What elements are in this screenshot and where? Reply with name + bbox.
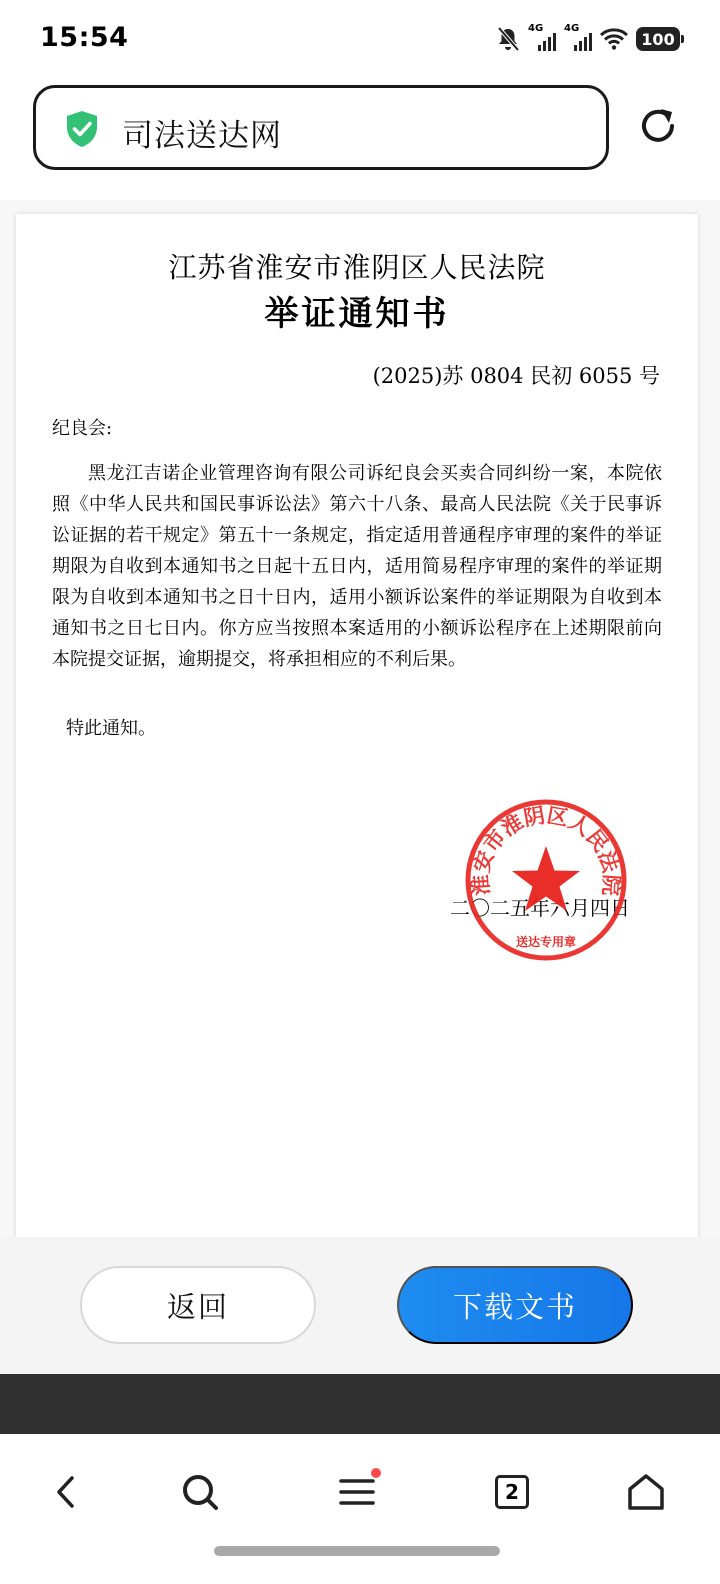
wifi-icon [600,28,628,50]
reload-icon[interactable] [636,104,680,148]
nav-menu-button[interactable] [327,1462,387,1522]
seal-ring-text: 淮安市淮阴区人民法院 [468,803,624,897]
status-time: 15:54 [40,22,129,53]
seal-bottom-text: 送达专用章 [515,935,577,949]
search-icon [180,1472,220,1512]
document-date: 二〇二五年六月四日 [450,896,630,920]
case-number: (2025)苏 0804 民初 6055 号 [372,364,660,388]
menu-icon [338,1476,376,1508]
signal-label: 4G [564,23,580,34]
download-document-button[interactable]: 下载文书 [397,1266,633,1344]
page-title: 司法送达网 [122,118,282,154]
signal-icon [528,25,556,53]
back-icon [51,1474,81,1510]
home-icon [626,1472,666,1512]
notification-dot [371,1468,381,1478]
court-seal-stamp [462,796,630,964]
battery-level: 100 [641,29,675,49]
address-bar[interactable] [33,85,609,170]
court-name: 江苏省淮安市淮阴区人民法院 [168,251,546,284]
battery-icon [636,27,680,51]
nav-tabs-button[interactable] [482,1462,542,1522]
tab-count: 2 [505,1480,519,1504]
status-icons [496,24,680,54]
nav-back-button[interactable] [36,1462,96,1522]
tabs-icon [495,1475,529,1509]
document-viewer[interactable] [0,200,720,1237]
addressee: 纪良会: [52,418,113,439]
notice-body: 黑龙江吉诺企业管理咨询有限公司诉纪良会买卖合同纠纷一案，本院依照《中华人民共和国民事诉讼法》第六十八条、最高人民法院《关于民事诉讼证据的若干规定》第五十一条规定，指定适用普通程序审理的案件的举证期限为自收到本通知书之日起十五日内，适用简易程序审理的案件的举证期限为自收到本通知书之日十日内，适用小额诉讼案件的举证期限为自收到本通知书之日七日内。你方应当按照本案适用的小额诉讼程序在上述期限前向本院提交证据，逾期提交，将承担相应的不利后果。 [52,463,662,670]
status-bar [0,0,720,78]
shield-check-icon [64,110,100,148]
bell-off-icon [496,26,520,52]
document-title: 举证通知书 [264,294,450,334]
nav-search-button[interactable] [170,1462,230,1522]
signal-label: 4G [528,23,544,34]
divider-band [0,1374,720,1434]
browser-toolbar [0,1434,720,1584]
signal-icon [564,25,592,53]
nav-home-button[interactable] [616,1462,676,1522]
closing-text: 特此通知。 [66,718,156,739]
action-bar [0,1237,720,1374]
document-page [16,214,698,1244]
gesture-bar[interactable] [214,1546,500,1556]
back-button[interactable]: 返回 [80,1266,316,1344]
